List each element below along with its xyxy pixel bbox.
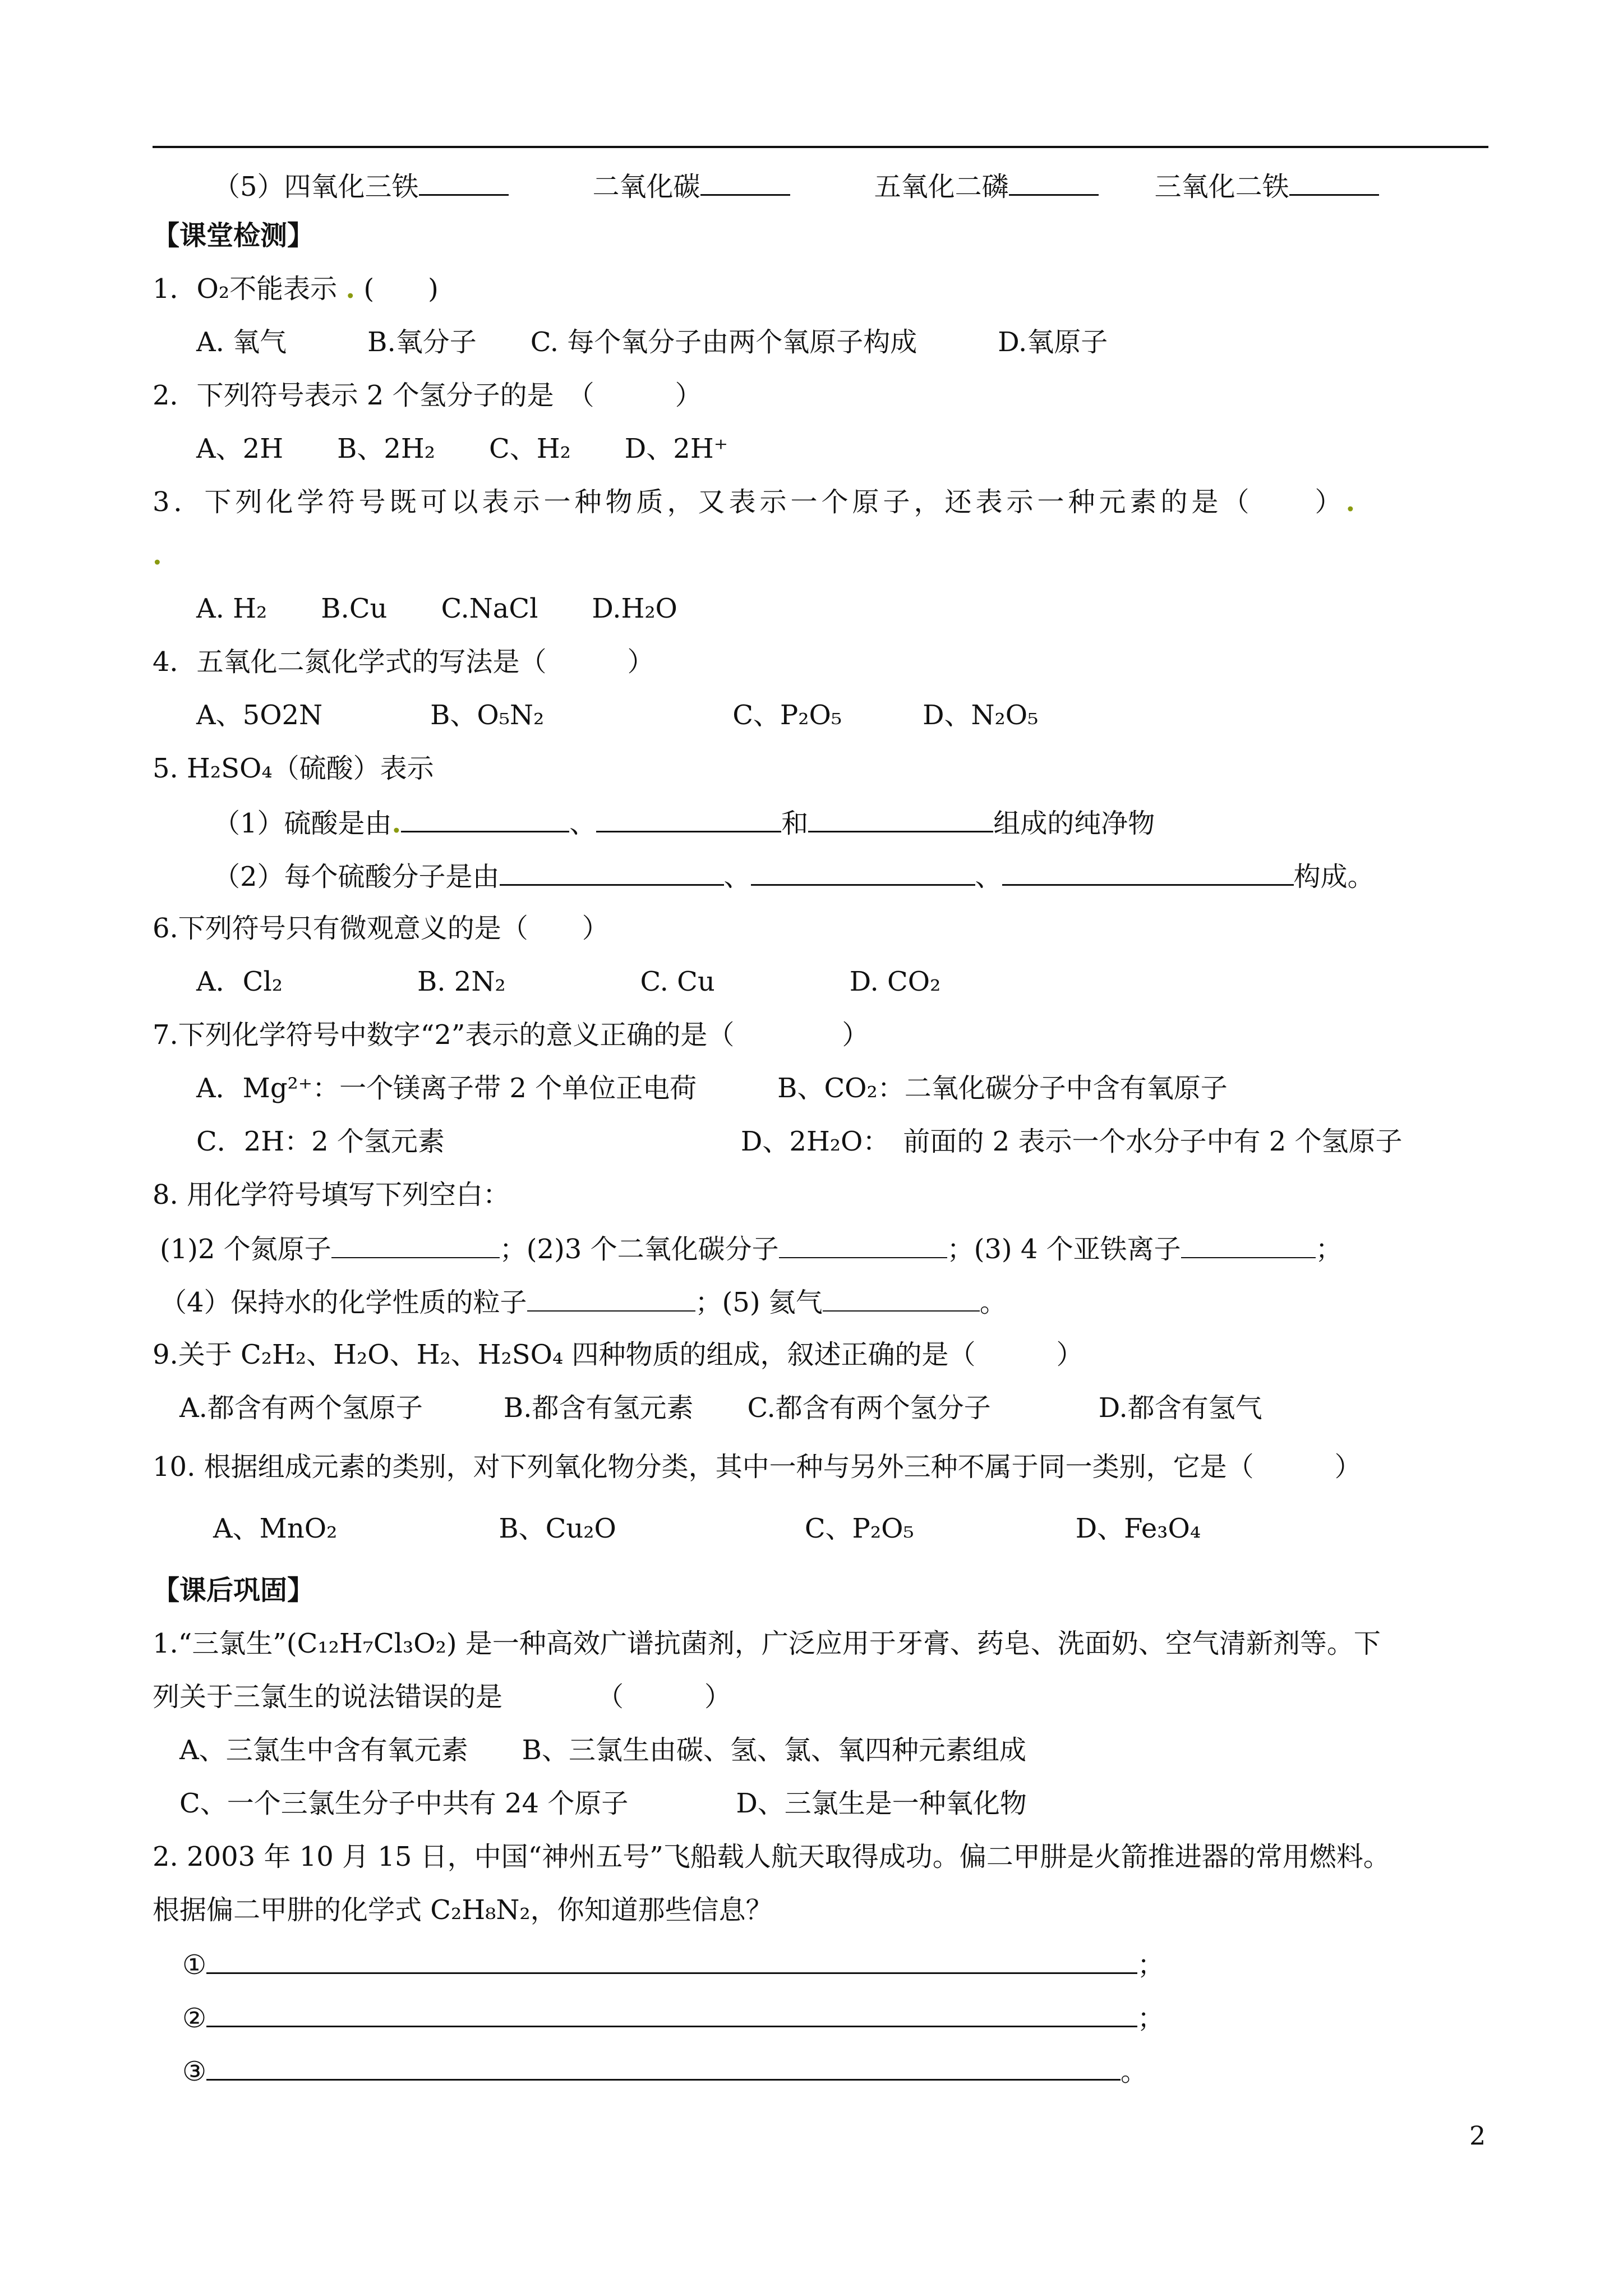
- q5-c: 五氧化二磷: [874, 171, 1009, 203]
- section-heading-after-class: 【课后巩固】: [153, 1575, 315, 1606]
- q5h-dot: .: [391, 808, 402, 839]
- q9-stem: 9.关于 C₂H₂、H₂O、H₂、H₂SO₄ 四种物质的组成，叙述正确的是（ ）: [153, 1339, 1083, 1370]
- q3-stem: [153, 485, 1359, 519]
- q6-stem: 6.下列符号只有微观意义的是（ ）: [153, 913, 609, 944]
- q5-b: 二氧化碳: [592, 171, 700, 203]
- header-rule: [153, 146, 1488, 148]
- q7-options-2: C．2H：2 个氢元素 D、2H₂O： 前面的 2 表示一个水分子中有 2 个氢原子: [196, 1126, 1403, 1157]
- q3-dot2: .: [153, 540, 162, 571]
- h2-line1: 2. 2003 年 10 月 15 日，中国“神州五号”飞船载人航天取得成功。偏二甲肼是火箭推进器的常用燃料。: [153, 1841, 1390, 1872]
- h2-answer-3: [182, 2053, 1147, 2088]
- q1-stem: [153, 272, 439, 306]
- q4-stem: 4．五氧化二氮化学式的写法是（ ）: [153, 646, 654, 678]
- q5h-s2d: 构成。: [1293, 861, 1375, 892]
- q5-d: 三氧化二铁: [1154, 171, 1289, 203]
- q5-line: [213, 168, 1379, 204]
- h2-blank-1[interactable]: [206, 1947, 1137, 1974]
- q8-blank-1[interactable]: [331, 1231, 500, 1258]
- q8-l1d: ；: [1315, 1234, 1343, 1265]
- q7-options-1: A．Mg²⁺：一个镁离子带 2 个单位正电荷 B、CO₂：二氧化碳分子中含有氧原子: [196, 1073, 1228, 1104]
- h1-options-1: A、三氯生中含有氧元素 B、三氯生由碳、氢、氯、氧四种元素组成: [179, 1734, 1026, 1766]
- q5h-s1a: （1）硫酸是由: [213, 808, 392, 839]
- q10-options: A、MnO₂ B、Cu₂O C、P₂O₅ D、Fe₃O₄: [213, 1513, 1201, 1544]
- q5-prefix: （5）四氧化三铁: [213, 171, 419, 203]
- q3-dot-line: [153, 539, 162, 572]
- q1-options: A. 氧气 B.氧分子 C. 每个氧分子由两个氧原子构成 D.氧原子: [196, 326, 1108, 358]
- q3-stem-text: 3．下列化学符号既可以表示一种物质，又表示一个原子，还表示一种元素的是（ ）: [153, 486, 1346, 518]
- h2-e1: ；: [1137, 1949, 1165, 1981]
- q5h-s1b: 、: [569, 808, 597, 839]
- q5h-blank-4[interactable]: [500, 858, 724, 886]
- section-heading-classroom: 【课堂检测】: [153, 220, 315, 251]
- q5-blank-c[interactable]: [1009, 168, 1099, 196]
- q5h-line2: [213, 858, 1375, 894]
- q5h-stem: 5. H₂SO₄（硫酸）表示: [153, 753, 434, 784]
- q5h-line1: [213, 805, 1155, 840]
- q8-line1: [160, 1231, 1343, 1266]
- q8-blank-2[interactable]: [779, 1231, 947, 1258]
- q5-blank-a[interactable]: [419, 168, 509, 196]
- q8-l1a: (1)2 个氮原子: [160, 1234, 331, 1265]
- q5h-blank-3[interactable]: [808, 805, 993, 832]
- q10-stem: 10. 根据组成元素的类别，对下列氧化物分类，其中一种与另外三种不属于同一类别，它是（ ）: [153, 1451, 1362, 1483]
- h2-answer-2: [182, 2000, 1164, 2035]
- h2-a2-label: ②: [182, 2003, 207, 2034]
- q5h-s2a: （2）每个硫酸分子是由: [213, 861, 500, 892]
- q2-stem: 2．下列符号表示 2 个氢分子的是 （ ）: [153, 380, 702, 411]
- h1-line1: 1.“三氯生”(C₁₂H₇Cl₃O₂) 是一种高效广谱抗菌剂，广泛应用于牙膏、药皂、洗面奶、空气清新剂等。下: [153, 1628, 1381, 1659]
- q5-blank-b[interactable]: [700, 168, 790, 196]
- h1-line2: 列关于三氯生的说法错误的是 （ ）: [153, 1681, 732, 1713]
- q9-options: A.都含有两个氢原子 B.都含有氢元素 C.都含有两个氢分子 D.都含有氢气: [179, 1392, 1262, 1424]
- q5h-blank-2[interactable]: [596, 805, 781, 832]
- q5h-blank-1[interactable]: [401, 805, 569, 832]
- q5-blank-d[interactable]: [1289, 168, 1379, 196]
- h2-e2: ；: [1137, 2003, 1165, 2034]
- h2-blank-3[interactable]: [206, 2053, 1121, 2081]
- q3-dot: .: [1345, 486, 1359, 518]
- q8-l1c: ；(3) 4 个亚铁离子: [947, 1234, 1181, 1265]
- q2-options: A、2H B、2H₂ C、H₂ D、2H⁺: [196, 433, 728, 464]
- q5h-blank-6[interactable]: [1002, 858, 1294, 886]
- q3-options: A. H₂ B.Cu C.NaCl D.H₂O: [196, 593, 677, 624]
- q8-blank-5[interactable]: [823, 1285, 980, 1312]
- q5h-blank-5[interactable]: [751, 858, 975, 886]
- q1-stem-text: 1．O₂不能表示: [153, 273, 338, 305]
- page-number: 2: [1469, 2120, 1486, 2151]
- q5h-s2c: 、: [975, 861, 1002, 892]
- q5h-s2b: 、: [723, 861, 751, 892]
- h1-options-2: C、一个三氯生分子中共有 24 个原子 D、三氯生是一种氧化物: [179, 1788, 1027, 1819]
- h2-a3-label: ③: [182, 2056, 207, 2087]
- q8-stem: 8. 用化学符号填写下列空白：: [153, 1179, 510, 1211]
- q8-l2a: （4）保持水的化学性质的粒子: [160, 1287, 527, 1318]
- h2-line2: 根据偏二甲肼的化学式 C₂H₈N₂，你知道那些信息？: [153, 1894, 773, 1926]
- q5h-s1c: 和: [781, 808, 809, 839]
- q1-dot: .: [345, 273, 356, 305]
- h2-e3: 。: [1121, 2056, 1148, 2087]
- q8-blank-3[interactable]: [1181, 1231, 1316, 1258]
- q1-paren: ( ): [363, 273, 439, 305]
- h2-blank-2[interactable]: [206, 2000, 1137, 2027]
- q4-options: A、5O2N B、O₅N₂ C、P₂O₅ D、N₂O₅: [196, 700, 1039, 731]
- q8-l2b: ；(5) 氦气: [695, 1287, 823, 1318]
- h2-a1-label: ①: [182, 1949, 207, 1981]
- q8-l2c: 。: [979, 1287, 1007, 1318]
- q8-blank-4[interactable]: [527, 1285, 695, 1312]
- q8-line2: [160, 1285, 1007, 1319]
- q6-options: A．Cl₂ B. 2N₂ C. Cu D. CO₂: [196, 966, 941, 997]
- q5h-s1d: 组成的纯净物: [993, 808, 1155, 839]
- h2-answer-1: [182, 1947, 1164, 1982]
- q7-stem: 7.下列化学符号中数字“2”表示的意义正确的是（ ）: [153, 1019, 869, 1051]
- q8-l1b: ；(2)3 个二氧化碳分子: [499, 1234, 779, 1265]
